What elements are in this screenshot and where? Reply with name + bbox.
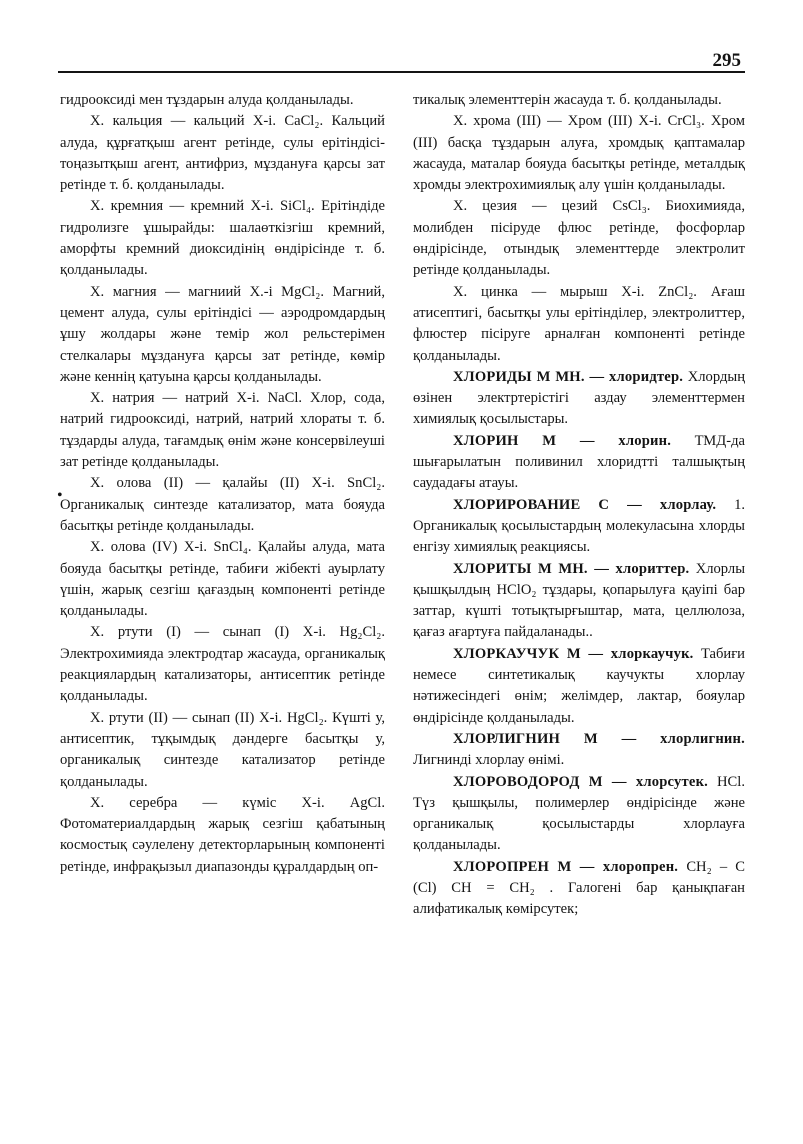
entry-text: CH₂ – C (Cl) CH = CH₂ . Галогені бар қанықпаған алифатикалық көмірсутек;: [413, 858, 745, 918]
entry-headword: ХЛОРЛИГНИН М — хлорлигнин.: [453, 730, 745, 747]
entry-text: Табиғи немесе синтетикалық каучукты хлорлау нәтижесіндегі өнім; желімдер, лактар, бояулар өндірісінде қолданылады.: [413, 645, 745, 726]
entry-headword: ХЛОРОВОДОРОД М — хлорсутек.: [453, 773, 709, 790]
entry-paragraph: [413, 559, 745, 644]
entry-paragraph: Х. натрия — натрий Х-і. NaCl. Хлор, сода, натрий гидрооксиді, натрий, натрий хлораты т. б. тұздарды алуда, тағамдық өнім және консервілеуші зат ретінде қолданылады.: [60, 390, 385, 471]
entry-text: тикалық элементтерін жасауда т. б. қолданылады.: [413, 92, 722, 108]
entry-paragraph: [413, 90, 745, 111]
entry-paragraph: гидрооксиді мен тұздарын алуда қолданылады.: [60, 92, 354, 108]
entry-paragraph: Х. магния — магниий Х.-і MgCl₂. Магний, цемент алуда, сулы ерітіндісі — аэродромдардың ұшу жолдары және темір жол рельстерімен стелкалары мұздануға қарсы зат ретінде, көмір және кеннің қатуына қарсы қолданылады.: [60, 283, 385, 385]
entry-headword: ХЛОРИН М — хлорин.: [453, 432, 672, 449]
entry-paragraph: Х. олова (IV) Х-і. SnCl₄. Қалайы алуда, мата бояуда басытқы ретінде, табиғи жібекті ауырлату үшін, жарық сезгіш қағаздың компоненті ретінде қолданылады.: [60, 539, 385, 620]
entry-headword: ХЛОРИДЫ М МН. — хлоридтер.: [453, 368, 684, 385]
entry-text: Хлордың өзінен электртерістігі аздау элементтермен химиялық қосылыстары.: [413, 368, 745, 428]
entry-text: Х. цинка — мырыш Х-і. ZnCl₂. Ағаш атисептигі, басытқы улы ерітінділер, электролиттер, флюстер пісіруге арналған компоненті ретінде қолданылады.: [413, 283, 745, 364]
header-rule: [58, 71, 745, 73]
entry-text: Хлорлы қышқылдың HClO₂ тұздары, қопарылуға қауіпі бар заттар, күшті тотықтырғыштар, мата, целлюлоза, қағаз ағартуға пайдаланады..: [413, 560, 745, 641]
page-number: 295: [712, 50, 741, 71]
entry-paragraph: Х. серебра — күміс Х-і. AgCl. Фотоматериалдардың жарық сезгіш қабатының космостық сәулелену детекторларының компоненті ретінде, инфрақызыл диапазонды құралдардың оп-: [60, 794, 385, 875]
entry-paragraph: [413, 196, 745, 281]
entry-paragraph: Х. ртути (II) — сынап (II) Х-і. HgCl₂. Күшті у, антисептик, тұқымдық дәндерге басытқы у, органикалық синтезде катализатор ретінде қолданылады.: [60, 709, 385, 790]
entry-headword: ХЛОРОПРЕН М — хлоропрен.: [453, 858, 679, 875]
entry-paragraph: [413, 431, 745, 495]
entry-headword: ХЛОРИРОВАНИЕ С — хлорлау.: [453, 496, 717, 513]
entry-paragraph: [413, 367, 745, 431]
entry-paragraph: [413, 729, 745, 772]
entry-paragraph: [413, 772, 745, 857]
entry-text: Х. хрома (III) — Хром (III) Х-і. CrCl₃. Хром (III) басқа тұздарын алуға, хромдық қаптамалар жасауда, маталар бояуда басытқы ретінде, металдық хромды электрохимиялық алу үшін қолданылады.: [413, 113, 745, 194]
bullet-mark: •: [57, 487, 63, 504]
entry-text: Лигнинді хлорлау өнімі.: [413, 752, 565, 769]
left-column: [60, 90, 385, 878]
entry-paragraph: Х. олова (II) — қалайы (II) Х-і. SnCl₂. Органикалық синтезде катализатор, мата бояуда басытқы ретінде қолданылады.: [60, 475, 385, 534]
entry-paragraph: [413, 111, 745, 196]
entry-text: Х. цезия — цезий CsCl₃. Биохимияда, молибден пісіруде флюс ретінде, фосфорлар өндірісінде, отындық элементтерде электролит ретінде қолданылады.: [413, 198, 745, 279]
entry-text: HCl. Түз қышқылы, полимерлер өндірісінде және органикалық қосылыстарды хлорлауға қолданылады.: [413, 773, 745, 854]
entry-paragraph: [413, 282, 745, 367]
entry-paragraph: [413, 857, 745, 921]
entry-paragraph: Х. кремния — кремний Х-і. SiCl₄. Ерітіндіде гидролизге ұшырайды: шалаөткізгіш кремний, аморфты кремний диоксидінің өндірісінде т. б. қолданылады.: [60, 198, 385, 279]
entry-text: 1. Органикалық қосылыстардың молекуласына хлорды енгізу химиялық реакциясы.: [413, 496, 746, 556]
entry-paragraph: Х. кальция — кальций Х-і. CaCl₂. Кальций алуда, құрғатқыш агент ретінде, сулы ерітіндісі-тоңазытқыш агент, антифриз, мұздануға қарсы зат ретінде т. б. қолданылады.: [60, 113, 385, 194]
entry-paragraph: [413, 495, 745, 559]
entry-paragraph: Х. ртути (I) — сынап (I) Х-і. Hg₂Cl₂. Электрохимияда электродтар жасауда, органикалық реакциялардың катализаторы, антисептик ретінде қолданылады.: [60, 624, 385, 705]
right-column: [413, 90, 745, 921]
entry-text: ТМД-да шығарылатын поливинил хлоридтті талшықтың саудадағы атауы.: [413, 432, 745, 492]
entry-headword: ХЛОРИТЫ М МН. — хлориттер.: [453, 560, 690, 577]
entry-headword: ХЛОРКАУЧУК М — хлоркаучук.: [453, 645, 694, 662]
entry-paragraph: [413, 644, 745, 729]
